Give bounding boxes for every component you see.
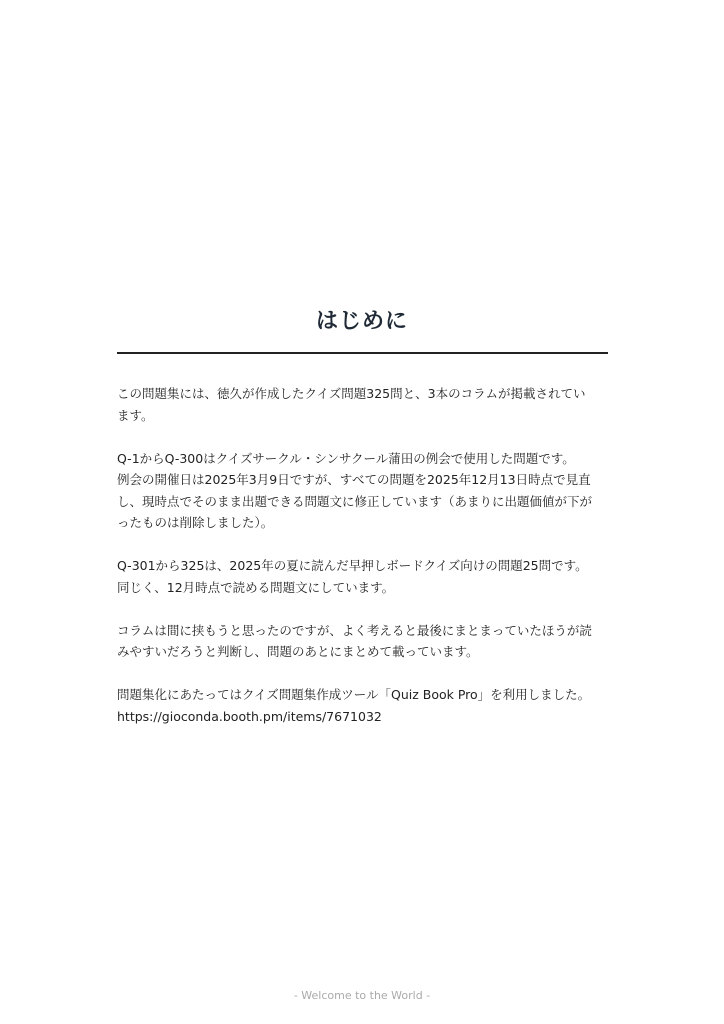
- paragraph-2: [117, 448, 610, 534]
- text-line: この問題集には、徳久が作成したクイズ問題325問と、3本のコラムが掲載されてい: [117, 386, 586, 401]
- page-title: はじめに: [315, 309, 408, 334]
- booth-url-link[interactable]: https://gioconda.booth.pm/items/7671032: [117, 708, 382, 724]
- text-line: Q-1からQ-300はクイズサークル・シンサクール蒲田の例会で使用した問題です。: [117, 450, 575, 466]
- title-divider: [117, 352, 608, 354]
- text-line: みやすいだろうと判断し、問題のあとにまとめて載っています。: [117, 644, 479, 659]
- paragraph-3: [117, 555, 610, 598]
- text-line: コラムは間に挟もうと思ったのですが、よく考えると最後にまとまっていたほうが読: [117, 622, 592, 638]
- text-line: 同じく、12月時点で読める問題文にしています。: [117, 579, 395, 595]
- paragraph-5: [117, 684, 610, 727]
- paragraph-4: [117, 620, 610, 663]
- text-line: ったものは削除しました）。: [117, 515, 274, 530]
- text-line: 問題集化にあたってはクイズ問題集作成ツール「Quiz Book Pro」を利用しました。: [117, 687, 591, 702]
- text-line: Q-301から325は、2025年の夏に読んだ早押しボードクイズ向けの問題25問です。: [117, 558, 588, 573]
- paragraph-1: [117, 383, 610, 426]
- text-line: 例会の開催日は2025年3月9日ですが、すべての問題を2025年12月13日時点で見直: [117, 472, 591, 487]
- intro-body: [117, 383, 610, 749]
- text-line: ます。: [117, 407, 154, 423]
- page-footer: - Welcome to the World -: [293, 989, 431, 1002]
- text-line: し、現時点でそのまま出題できる問題文に修正しています（あまりに出題価値が下が: [117, 493, 593, 509]
